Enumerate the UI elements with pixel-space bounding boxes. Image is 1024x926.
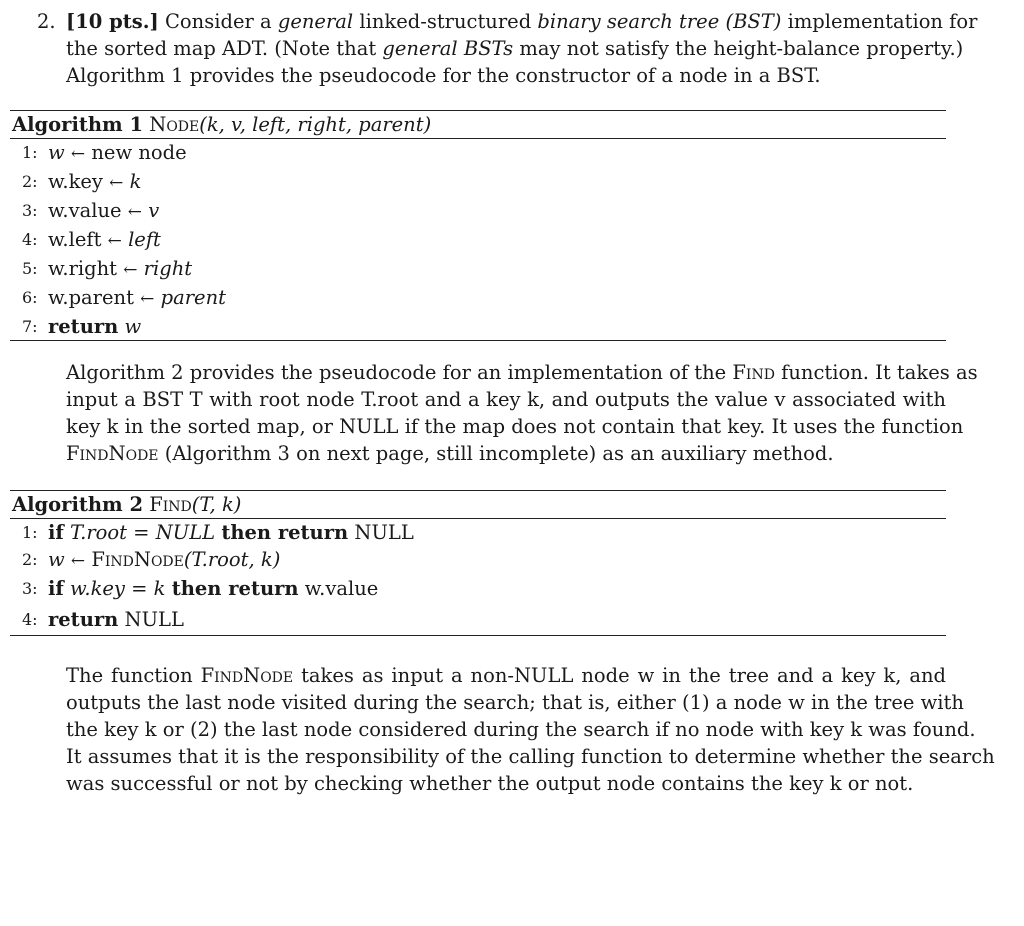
line-rhs: k	[129, 170, 142, 193]
algorithm-1-line	[10, 197, 946, 226]
line-lhs: w	[48, 548, 65, 571]
line-lhs: w.value	[48, 199, 122, 222]
algorithm-2-bottom-rule	[10, 635, 946, 636]
line-rhs: v	[148, 199, 160, 222]
algorithm-2-box	[10, 490, 946, 636]
line-number: 7:	[22, 317, 38, 336]
left-arrow-icon: ←	[107, 231, 122, 251]
intro-emph-general-bsts: general BSTs	[382, 37, 514, 60]
question-points: [10 pts.]	[66, 10, 159, 33]
algorithm-2-name: Find	[149, 493, 192, 516]
line-number: 3:	[22, 579, 38, 598]
algorithm-1-line	[10, 168, 946, 197]
line-number: 6:	[22, 288, 38, 307]
line-number: 4:	[22, 230, 38, 249]
call-args: (T.root, k)	[183, 548, 281, 571]
return-value: NULL	[354, 521, 414, 544]
findnode-call: FindNode	[91, 548, 184, 571]
line-number: 1:	[22, 523, 38, 542]
algorithm-2-label: Algorithm 2	[12, 493, 144, 516]
intro-text: implementation for	[787, 10, 978, 33]
line-number: 2:	[22, 550, 38, 569]
line-number: 1:	[22, 143, 38, 162]
intro-line-1	[66, 8, 978, 35]
intro-text: may not satisfy the height-balance property.)	[519, 37, 964, 60]
findnode-description-line-5: was successful or not by checking whether the output node contains the key k or not.	[66, 772, 914, 795]
findnode-description-line-4: It assumes that it is the responsibility of the calling function to determine whether the search	[66, 745, 995, 768]
findnode-description-line-1	[66, 662, 946, 689]
algorithm-1-box	[10, 110, 946, 341]
line-number: 5:	[22, 259, 38, 278]
line-rhs: left	[128, 228, 161, 251]
algorithm-2-line	[10, 546, 946, 575]
if-keyword: if	[48, 577, 64, 600]
question-number: 2.	[37, 10, 56, 33]
line-lhs: w.parent	[48, 286, 134, 309]
left-arrow-icon: ←	[70, 144, 86, 164]
find-description-line-4	[66, 440, 946, 467]
line-rhs: right	[143, 257, 193, 280]
intro-line-2	[66, 35, 964, 62]
findnode-description-line-3: the key k or (2) the last node considered during the search if no node with key k was found.	[66, 718, 976, 741]
para-text: (Algorithm 3 on next page, still incomplete) as an auxiliary method.	[164, 442, 834, 465]
algorithm-1-line	[10, 284, 946, 313]
find-description-line-3: key k in the sorted map, or NULL if the map does not contain that key. It uses the function	[66, 415, 964, 438]
para-text: function. It takes as	[781, 361, 978, 384]
algorithm-1-label: Algorithm 1	[12, 113, 144, 136]
line-number: 2:	[22, 172, 38, 191]
return-value: NULL	[124, 608, 184, 631]
line-rhs: w	[124, 315, 142, 338]
algorithm-1-line	[10, 255, 946, 284]
algorithm-2-line	[10, 519, 946, 546]
line-lhs: w.key	[48, 170, 103, 193]
algorithm-2-line	[10, 606, 946, 633]
intro-text: linked-structured	[359, 10, 532, 33]
algorithm-1-bottom-rule	[10, 340, 946, 341]
find-description-line-1	[66, 359, 978, 386]
algorithm-1-line	[10, 313, 946, 340]
left-arrow-icon: ←	[123, 260, 138, 280]
left-arrow-icon: ←	[109, 173, 124, 193]
algorithm-2-title	[10, 491, 946, 518]
algorithm-1-line	[10, 226, 946, 255]
intro-emph-bst: binary search tree (BST)	[537, 10, 782, 33]
findnode-description-line-2: outputs the last node visited during the search; that is, either (1) a node w in the tree with	[66, 691, 964, 714]
left-arrow-icon: ←	[70, 551, 86, 571]
algorithm-1-title	[10, 111, 946, 138]
algorithm-2-params: (T, k)	[191, 493, 242, 516]
intro-text: Consider a	[165, 10, 272, 33]
para-text: Algorithm 2 provides the pseudocode for an implementation of the	[66, 361, 727, 384]
condition: w.key = k	[70, 577, 166, 600]
condition: T.root = NULL	[70, 521, 216, 544]
then-return-keyword: then return	[221, 521, 349, 544]
findnode-function-name: FindNode	[66, 442, 159, 465]
algorithm-1-line	[10, 139, 946, 168]
line-number: 3:	[22, 201, 38, 220]
algorithm-1-params: (k, v, left, right, parent)	[199, 113, 432, 136]
find-description-line-2: input a BST T with root node T.root and a key k, and outputs the value v associated with	[66, 388, 946, 411]
then-return-keyword: then return	[171, 577, 299, 600]
line-lhs: w	[48, 141, 65, 164]
algorithm-2-line	[10, 575, 946, 602]
line-lhs: w.left	[48, 228, 102, 251]
intro-emph-general: general	[277, 10, 354, 33]
intro-text: the sorted map ADT. (Note that	[66, 37, 377, 60]
line-rhs: parent	[160, 286, 226, 309]
para-text: takes as input a non-NULL node w in the tree and a key k, and	[301, 664, 947, 687]
if-keyword: if	[48, 521, 64, 544]
findnode-description	[66, 662, 995, 797]
line-number: 4:	[22, 610, 38, 629]
find-function-name: Find	[732, 361, 775, 384]
return-keyword: return	[48, 315, 119, 338]
intro-line-3: Algorithm 1 provides the pseudocode for the constructor of a node in a BST.	[66, 64, 821, 87]
return-keyword: return	[48, 608, 119, 631]
left-arrow-icon: ←	[127, 202, 143, 222]
algorithm-1-name: Node	[149, 113, 200, 136]
question-intro	[66, 8, 978, 89]
findnode-function-name: FindNode	[200, 664, 294, 687]
para-text: The function	[66, 664, 193, 687]
left-arrow-icon: ←	[140, 289, 155, 309]
line-rhs: new node	[91, 141, 187, 164]
find-description	[66, 359, 978, 467]
line-lhs: w.right	[48, 257, 118, 280]
return-value: w.value	[304, 577, 379, 600]
